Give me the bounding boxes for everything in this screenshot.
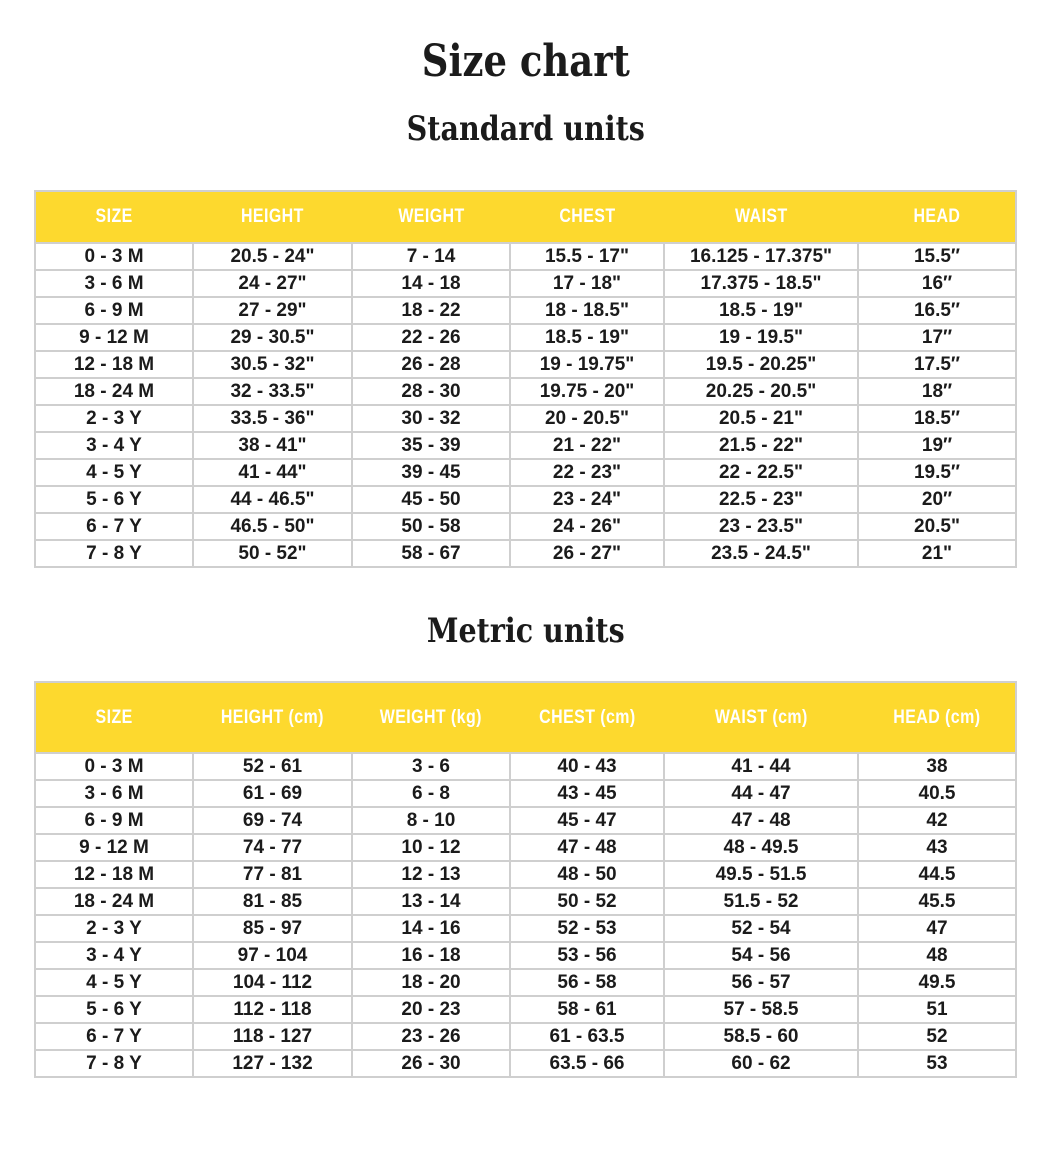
table-cell: 41 - 44 (664, 753, 858, 780)
column-header-label: WEIGHT (kg) (379, 706, 483, 728)
table-cell: 12 - 18 M (35, 351, 193, 378)
table-cell: 27 - 29" (193, 297, 352, 324)
table-row (35, 861, 1016, 888)
table-cell: 18.5 - 19" (664, 297, 858, 324)
table-cell: 22 - 26 (352, 324, 510, 351)
table-cell: 104 - 112 (193, 969, 352, 996)
table-cell: 23.5 - 24.5" (664, 540, 858, 567)
table-row (35, 324, 1016, 351)
table-cell: 44.5 (858, 861, 1016, 888)
table-row (35, 1023, 1016, 1050)
table-cell: 50 - 52 (510, 888, 664, 915)
table-cell: 16.125 - 17.375" (664, 243, 858, 270)
column-header-weight-kg (352, 682, 510, 753)
column-header-size (35, 191, 193, 243)
table-row (35, 888, 1016, 915)
table-cell: 54 - 56 (664, 942, 858, 969)
table-cell: 51.5 - 52 (664, 888, 858, 915)
table-cell: 18 - 24 M (35, 888, 193, 915)
column-header-label: SIZE (95, 206, 134, 227)
table-cell: 60 - 62 (664, 1050, 858, 1077)
table-cell: 69 - 74 (193, 807, 352, 834)
table-cell: 118 - 127 (193, 1023, 352, 1050)
column-header-head (858, 191, 1016, 243)
table-cell: 18 - 20 (352, 969, 510, 996)
table-cell: 49.5 - 51.5 (664, 861, 858, 888)
table-row (35, 753, 1016, 780)
column-header-label: CHEST (cm) (538, 706, 636, 728)
table-cell: 44 - 47 (664, 780, 858, 807)
table-cell: 48 - 50 (510, 861, 664, 888)
table-cell: 28 - 30 (352, 378, 510, 405)
table-cell: 15.5 - 17" (510, 243, 664, 270)
table-cell: 7 - 14 (352, 243, 510, 270)
table-cell: 22 - 22.5" (664, 459, 858, 486)
table-cell: 74 - 77 (193, 834, 352, 861)
table-cell: 6 - 7 Y (35, 1023, 193, 1050)
table-cell: 40.5 (858, 780, 1016, 807)
table-cell: 18 - 18.5" (510, 297, 664, 324)
table-row (35, 378, 1016, 405)
table-row (35, 405, 1016, 432)
table-cell: 23 - 24" (510, 486, 664, 513)
table-row (35, 270, 1016, 297)
standard-units-table (34, 190, 1017, 568)
table-cell: 53 - 56 (510, 942, 664, 969)
header-row (35, 191, 1016, 243)
table-cell: 32 - 33.5" (193, 378, 352, 405)
table-cell: 5 - 6 Y (35, 486, 193, 513)
table-cell: 44 - 46.5" (193, 486, 352, 513)
table-cell: 17″ (858, 324, 1016, 351)
table-cell: 17.375 - 18.5" (664, 270, 858, 297)
table-cell: 4 - 5 Y (35, 969, 193, 996)
table-cell: 13 - 14 (352, 888, 510, 915)
page-title (0, 0, 1051, 87)
table-row (35, 297, 1016, 324)
table-cell: 22 - 23" (510, 459, 664, 486)
table-cell: 97 - 104 (193, 942, 352, 969)
table-cell: 77 - 81 (193, 861, 352, 888)
column-header-chest (510, 191, 664, 243)
table-cell: 16″ (858, 270, 1016, 297)
table-cell: 5 - 6 Y (35, 996, 193, 1023)
table-cell: 20.5" (858, 513, 1016, 540)
column-header-weight (352, 191, 510, 243)
table-cell: 7 - 8 Y (35, 1050, 193, 1077)
table-cell: 8 - 10 (352, 807, 510, 834)
column-header-height-cm (193, 682, 352, 753)
column-header-label: HEIGHT (cm) (220, 706, 325, 728)
table-cell: 26 - 28 (352, 351, 510, 378)
table-cell: 52 - 61 (193, 753, 352, 780)
table-cell: 22.5 - 23" (664, 486, 858, 513)
table-cell: 24 - 27" (193, 270, 352, 297)
table-cell: 45 - 47 (510, 807, 664, 834)
table-cell: 51 (858, 996, 1016, 1023)
table-cell: 14 - 16 (352, 915, 510, 942)
table-cell: 2 - 3 Y (35, 915, 193, 942)
table-cell: 15.5″ (858, 243, 1016, 270)
table-cell: 18 - 22 (352, 297, 510, 324)
table-cell: 85 - 97 (193, 915, 352, 942)
table-cell: 10 - 12 (352, 834, 510, 861)
table-cell: 23 - 23.5" (664, 513, 858, 540)
table-cell: 18 - 24 M (35, 378, 193, 405)
table-cell: 21 - 22" (510, 432, 664, 459)
section-title-standard (0, 109, 1051, 149)
table-cell: 45.5 (858, 888, 1016, 915)
table-cell: 6 - 9 M (35, 807, 193, 834)
table-cell: 3 - 6 M (35, 270, 193, 297)
table-cell: 19.5 - 20.25" (664, 351, 858, 378)
table-cell: 20.25 - 20.5" (664, 378, 858, 405)
table-cell: 3 - 4 Y (35, 942, 193, 969)
table-cell: 61 - 63.5 (510, 1023, 664, 1050)
column-header-label: WAIST (734, 206, 788, 227)
table-cell: 43 - 45 (510, 780, 664, 807)
table-row (35, 486, 1016, 513)
table-cell: 21.5 - 22" (664, 432, 858, 459)
table-cell: 16.5″ (858, 297, 1016, 324)
table-cell: 40 - 43 (510, 753, 664, 780)
table-cell: 6 - 8 (352, 780, 510, 807)
table-cell: 43 (858, 834, 1016, 861)
table-cell: 17.5″ (858, 351, 1016, 378)
column-header-label: CHEST (558, 206, 616, 227)
table-cell: 38 - 41" (193, 432, 352, 459)
table-cell: 52 - 54 (664, 915, 858, 942)
table-cell: 45 - 50 (352, 486, 510, 513)
column-header-chest-cm (510, 682, 664, 753)
table-cell: 19″ (858, 432, 1016, 459)
column-header-waist (664, 191, 858, 243)
table-row (35, 243, 1016, 270)
column-header-height (193, 191, 352, 243)
table-cell: 33.5 - 36" (193, 405, 352, 432)
table-cell: 17 - 18" (510, 270, 664, 297)
table-cell: 58.5 - 60 (664, 1023, 858, 1050)
table-row (35, 780, 1016, 807)
table-cell: 58 - 67 (352, 540, 510, 567)
table-cell: 26 - 30 (352, 1050, 510, 1077)
table-row (35, 996, 1016, 1023)
metric-table-body (35, 753, 1016, 1077)
column-header-label: HEIGHT (241, 206, 304, 227)
table-cell: 38 (858, 753, 1016, 780)
table-cell: 12 - 18 M (35, 861, 193, 888)
table-cell: 19 - 19.5" (664, 324, 858, 351)
table-cell: 0 - 3 M (35, 243, 193, 270)
table-cell: 3 - 4 Y (35, 432, 193, 459)
table-cell: 53 (858, 1050, 1016, 1077)
table-cell: 47 - 48 (510, 834, 664, 861)
metric-units-table (34, 681, 1017, 1078)
table-cell: 19.5″ (858, 459, 1016, 486)
table-row (35, 942, 1016, 969)
section-title-standard-text: Standard units (406, 109, 645, 149)
table-cell: 18.5 - 19" (510, 324, 664, 351)
table-cell: 20 - 20.5" (510, 405, 664, 432)
table-row (35, 540, 1016, 567)
table-cell: 20.5 - 21" (664, 405, 858, 432)
page-title-text: Size chart (421, 36, 630, 87)
table-cell: 56 - 58 (510, 969, 664, 996)
table-cell: 47 - 48 (664, 807, 858, 834)
table-cell: 2 - 3 Y (35, 405, 193, 432)
table-cell: 46.5 - 50" (193, 513, 352, 540)
table-cell: 6 - 7 Y (35, 513, 193, 540)
table-cell: 20 - 23 (352, 996, 510, 1023)
table-cell: 20″ (858, 486, 1016, 513)
table-cell: 14 - 18 (352, 270, 510, 297)
column-header-size (35, 682, 193, 753)
standard-table-header (35, 191, 1016, 243)
table-cell: 58 - 61 (510, 996, 664, 1023)
table-cell: 21" (858, 540, 1016, 567)
table-cell: 127 - 132 (193, 1050, 352, 1077)
table-cell: 18.5″ (858, 405, 1016, 432)
table-cell: 24 - 26" (510, 513, 664, 540)
table-cell: 56 - 57 (664, 969, 858, 996)
table-row (35, 1050, 1016, 1077)
column-header-label: HEAD (cm) (892, 706, 981, 728)
table-cell: 30.5 - 32" (193, 351, 352, 378)
table-cell: 39 - 45 (352, 459, 510, 486)
table-row (35, 969, 1016, 996)
table-row (35, 432, 1016, 459)
metric-table-header (35, 682, 1016, 753)
table-cell: 16 - 18 (352, 942, 510, 969)
table-cell: 7 - 8 Y (35, 540, 193, 567)
table-cell: 3 - 6 M (35, 780, 193, 807)
table-cell: 26 - 27" (510, 540, 664, 567)
table-cell: 4 - 5 Y (35, 459, 193, 486)
table-cell: 0 - 3 M (35, 753, 193, 780)
table-row (35, 459, 1016, 486)
table-cell: 29 - 30.5" (193, 324, 352, 351)
table-cell: 42 (858, 807, 1016, 834)
section-title-metric-text: Metric units (426, 611, 625, 651)
section-title-metric (0, 611, 1051, 651)
column-header-head-cm (858, 682, 1016, 753)
table-cell: 49.5 (858, 969, 1016, 996)
table-row (35, 834, 1016, 861)
table-cell: 61 - 69 (193, 780, 352, 807)
column-header-label: WAIST (cm) (714, 706, 808, 728)
column-header-waist-cm (664, 682, 858, 753)
table-cell: 18″ (858, 378, 1016, 405)
table-cell: 35 - 39 (352, 432, 510, 459)
table-cell: 30 - 32 (352, 405, 510, 432)
table-cell: 50 - 58 (352, 513, 510, 540)
table-cell: 48 - 49.5 (664, 834, 858, 861)
table-cell: 23 - 26 (352, 1023, 510, 1050)
table-cell: 20.5 - 24" (193, 243, 352, 270)
header-row (35, 682, 1016, 753)
table-cell: 12 - 13 (352, 861, 510, 888)
table-cell: 9 - 12 M (35, 834, 193, 861)
table-cell: 81 - 85 (193, 888, 352, 915)
table-cell: 63.5 - 66 (510, 1050, 664, 1077)
table-row (35, 915, 1016, 942)
table-cell: 52 (858, 1023, 1016, 1050)
column-header-label: HEAD (913, 206, 960, 227)
table-row (35, 807, 1016, 834)
table-cell: 6 - 9 M (35, 297, 193, 324)
table-row (35, 351, 1016, 378)
column-header-label: SIZE (95, 706, 134, 728)
table-cell: 19 - 19.75" (510, 351, 664, 378)
table-cell: 9 - 12 M (35, 324, 193, 351)
table-cell: 19.75 - 20" (510, 378, 664, 405)
table-cell: 57 - 58.5 (664, 996, 858, 1023)
table-cell: 112 - 118 (193, 996, 352, 1023)
standard-table-body (35, 243, 1016, 567)
table-cell: 50 - 52" (193, 540, 352, 567)
table-row (35, 513, 1016, 540)
table-cell: 52 - 53 (510, 915, 664, 942)
column-header-label: WEIGHT (397, 206, 465, 227)
table-cell: 48 (858, 942, 1016, 969)
table-cell: 3 - 6 (352, 753, 510, 780)
table-cell: 47 (858, 915, 1016, 942)
table-cell: 41 - 44" (193, 459, 352, 486)
